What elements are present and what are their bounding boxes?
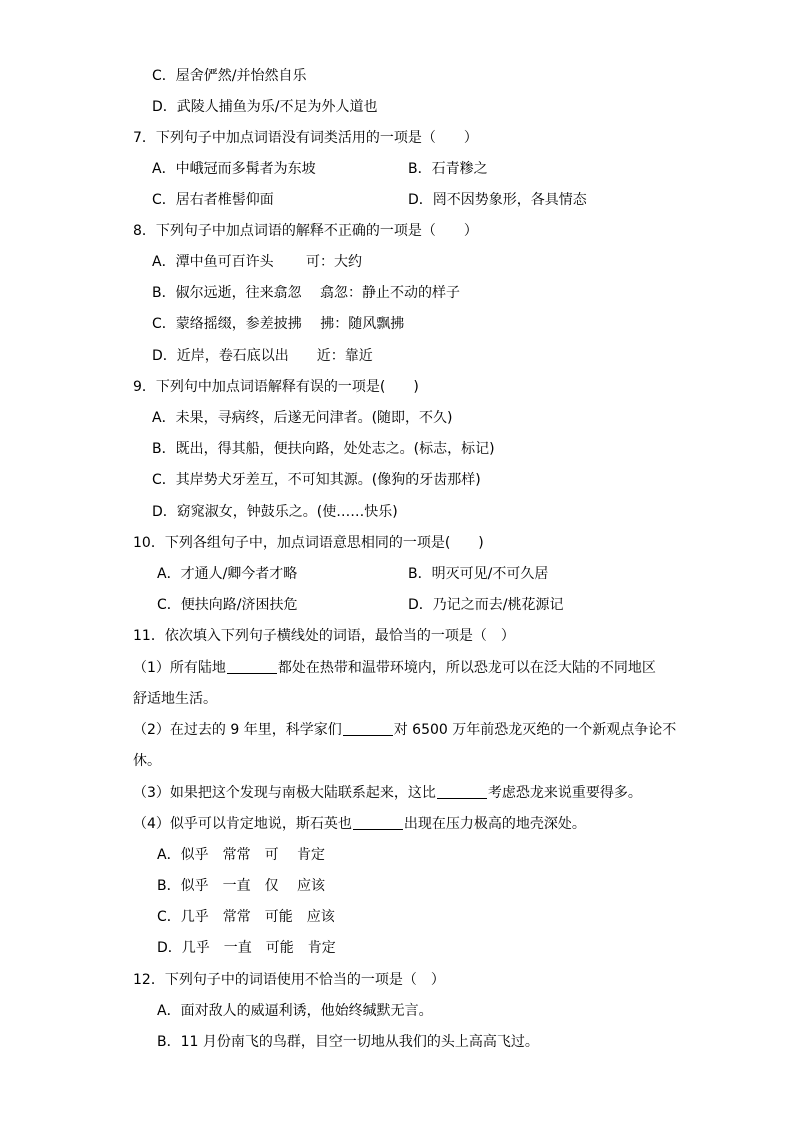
fill-blank (437, 784, 487, 799)
q12-stem: 12．下列句子中的词语使用不恰当的一项是（ ） (133, 972, 445, 988)
q6-option-c: C．屋舍俨然/并怡然自乐 (152, 68, 307, 84)
q11-sentence-3 (133, 783, 642, 803)
q7-option-b: B．石青糁之 (408, 161, 488, 177)
q10-stem: 10．下列各组句子中，加点词语意思相同的一项是( ) (133, 535, 484, 551)
q11-stem: 11．依次填入下列句子横线处的词语，最恰当的一项是（ ） (133, 628, 515, 644)
q6-option-d: D．武陵人捕鱼为乐/不足为外人道也 (152, 99, 378, 115)
fill-blank (343, 721, 393, 736)
q11-s3-part2: 考虑恐龙来说重要得多。 (487, 785, 642, 801)
q9-option-c: C．其岸势犬牙差互，不可知其源。(像狗的牙齿那样) (152, 472, 481, 488)
q11-sentence-4 (133, 814, 586, 834)
q8-option-b: B．俶尔远逝，往来翕忽 翕忽：静止不动的样子 (152, 285, 461, 301)
q10-option-d: D．乃记之而去/桃花源记 (408, 597, 564, 613)
q11-sentence-1 (133, 658, 656, 678)
q11-s3-part1: （3）如果把这个发现与南极大陆联系起来，这比 (133, 785, 436, 801)
q11-s2-part2: 对 6500 万年前恐龙灭绝的一个新观点争论不 (393, 722, 677, 738)
q11-s1-part1: （1）所有陆地 (133, 660, 226, 676)
q7-option-a: A．中峨冠而多髯者为东坡 (152, 161, 316, 177)
q12-option-a: A．面对敌人的威逼利诱，他始终缄默无言。 (157, 1003, 433, 1019)
q11-s4-part2: 出现在压力极高的地壳深处。 (403, 816, 586, 832)
q11-option-d: D．几乎 一直 可能 肯定 (157, 940, 336, 956)
q9-option-b: B．既出，得其船，便扶向路，处处志之。(标志，标记) (152, 441, 495, 457)
q10-option-a: A．才通人/卿今者才略 (157, 566, 298, 582)
q12-option-b: B．11 月份南飞的鸟群，目空一切地从我们的头上高高飞过。 (157, 1034, 539, 1050)
q11-s4-part1: （4）似乎可以肯定地说，斯石英也 (133, 816, 352, 832)
q8-option-c: C．蒙络摇缀，参差披拂 拂：随风飘拂 (152, 316, 405, 332)
q11-s2-part1: （2）在过去的 9 年里，科学家们 (133, 722, 342, 738)
fill-blank (227, 659, 277, 674)
q11-sentence-2 (133, 720, 676, 740)
q8-stem: 8．下列句子中加点词语的解释不正确的一项是（ ） (133, 223, 478, 239)
q7-option-d: D．罔不因势象形，各具情态 (408, 192, 587, 208)
q8-option-d: D．近岸，卷石底以出 近：靠近 (152, 348, 373, 364)
q11-option-b: B．似乎 一直 仅 应该 (157, 878, 326, 894)
q8-option-a: A．潭中鱼可百许头 可：大约 (152, 254, 363, 270)
q9-stem: 9．下列句中加点词语解释有误的一项是( ) (133, 379, 419, 395)
q11-option-a: A．似乎 常常 可 肯定 (157, 847, 326, 863)
q11-option-c: C．几乎 常常 可能 应该 (157, 909, 335, 925)
q10-option-c: C．便扶向路/济困扶危 (157, 597, 298, 613)
q11-s1-part2: 都处在热带和温带环境内，所以恐龙可以在泛大陆的不同地区 (277, 660, 656, 676)
q9-option-d: D．窈窕淑女，钟鼓乐之。(使……快乐) (152, 504, 398, 520)
q11-s1-continuation: 舒适地生活。 (133, 691, 217, 707)
q7-option-c: C．居右者椎髻仰面 (152, 192, 274, 208)
q11-s2-continuation: 休。 (133, 753, 161, 769)
q9-option-a: A．未果，寻病终，后遂无问津者。(随即，不久) (152, 410, 453, 426)
q7-stem: 7．下列句子中加点词语没有词类活用的一项是（ ） (133, 130, 478, 146)
q10-option-b: B．明灭可见/不可久居 (408, 566, 549, 582)
fill-blank (353, 815, 403, 830)
